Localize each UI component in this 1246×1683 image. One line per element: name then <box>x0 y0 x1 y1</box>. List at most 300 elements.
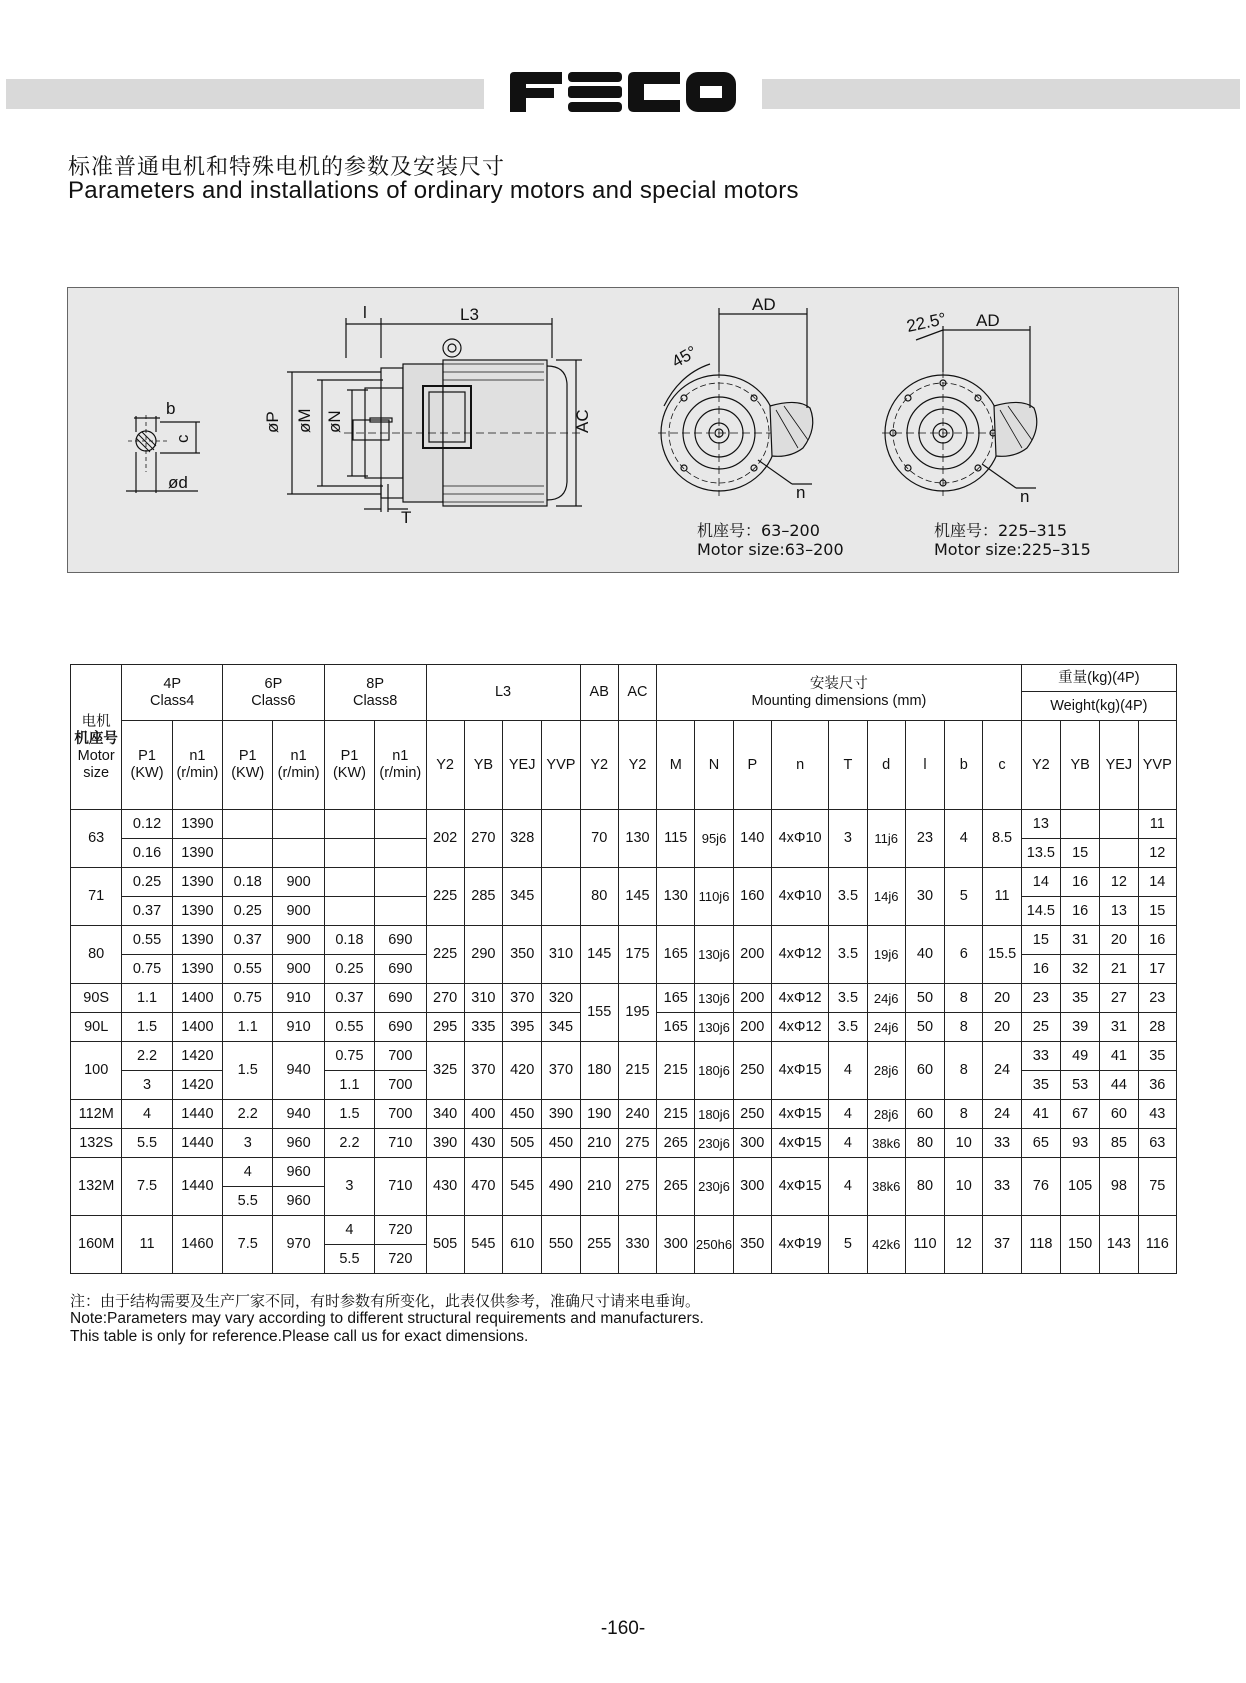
table-cell: 35 <box>1061 984 1100 1013</box>
table-cell: 295 <box>426 1013 464 1042</box>
header-ab: AB <box>580 665 618 721</box>
table-cell: 24j6 <box>867 984 905 1013</box>
table-cell: 1440 <box>172 1100 222 1129</box>
table-cell: 285 <box>464 868 502 926</box>
table-cell: 250 <box>733 1100 771 1129</box>
table-cell <box>273 810 324 839</box>
table-cell: 60 <box>1100 1100 1138 1129</box>
table-cell: 1400 <box>172 984 222 1013</box>
table-cell: 3.5 <box>829 984 867 1013</box>
table-cell: 940 <box>273 1100 324 1129</box>
table-cell: 16 <box>1021 955 1060 984</box>
table-cell: 3.5 <box>829 1013 867 1042</box>
table-cell: 345 <box>503 868 542 926</box>
caption-2-en: Motor size:225–315 <box>934 540 1091 559</box>
table-cell: 5.5 <box>223 1187 273 1216</box>
table-cell: 12 <box>945 1216 983 1274</box>
table-cell: 12 <box>1100 868 1138 897</box>
table-cell: 63 <box>1138 1129 1176 1158</box>
table-cell: 0.25 <box>223 897 273 926</box>
table-cell: 49 <box>1061 1042 1100 1071</box>
table-row-132s <box>71 1129 1177 1158</box>
t: (r/min) <box>277 765 320 781</box>
header-6p <box>223 665 325 721</box>
table-cell: 23 <box>1138 984 1176 1013</box>
table-cell: 28 <box>1138 1013 1176 1042</box>
table-cell: 3 <box>829 810 867 868</box>
table-cell: 2.2 <box>324 1129 374 1158</box>
table-cell: 0.55 <box>122 926 172 955</box>
table-cell: 63 <box>71 810 122 868</box>
table-cell: 1.5 <box>324 1100 374 1129</box>
table-cell: 50 <box>905 1013 944 1042</box>
page-number: -160- <box>600 1618 646 1639</box>
table-cell: 32 <box>1061 955 1100 984</box>
header-mounting <box>657 665 1022 721</box>
table-cell: 10 <box>945 1158 983 1216</box>
table-cell: 0.37 <box>324 984 374 1013</box>
table-row-100a <box>71 1042 1177 1071</box>
table-cell: 210 <box>580 1158 618 1216</box>
table-cell: 165 <box>657 1013 695 1042</box>
table-cell: 110j6 <box>695 868 733 926</box>
table-cell: 4 <box>945 810 983 868</box>
table-cell: 24 <box>983 1100 1021 1129</box>
table-cell: 390 <box>542 1100 580 1129</box>
sub-d: d <box>867 721 905 810</box>
table-cell: 39 <box>1061 1013 1100 1042</box>
table-cell: 0.37 <box>223 926 273 955</box>
table-cell: 30 <box>905 868 944 926</box>
table-cell: 21 <box>1100 955 1138 984</box>
table-cell: 4xΦ15 <box>771 1100 828 1129</box>
table-cell: 67 <box>1061 1100 1100 1129</box>
sub-8p-p1 <box>324 721 374 810</box>
table-cell: 27 <box>1100 984 1138 1013</box>
table-cell: 310 <box>464 984 502 1013</box>
table-cell: 6 <box>945 926 983 984</box>
table-cell: 40 <box>905 926 944 984</box>
table-cell: 180j6 <box>695 1042 733 1100</box>
table-cell <box>1100 839 1138 868</box>
table-cell: 8 <box>945 984 983 1013</box>
footnote <box>70 1292 704 1346</box>
table-cell <box>375 868 426 897</box>
label-p: øP <box>263 411 282 433</box>
motor-spec-table <box>70 664 1177 1274</box>
table-cell: 95j6 <box>695 810 733 868</box>
header-bar-right <box>762 79 1240 109</box>
table-cell: 31 <box>1061 926 1100 955</box>
caption-motor-size-225-315 <box>934 521 1091 559</box>
table-cell: 11 <box>122 1216 172 1274</box>
sub-p: P <box>733 721 771 810</box>
label-angle-45: 45° <box>668 342 701 372</box>
sub-6p-p1 <box>223 721 273 810</box>
table-cell <box>324 810 374 839</box>
table-cell: 38k6 <box>867 1129 905 1158</box>
caption-1-cn: 机座号：63–200 <box>697 521 820 540</box>
table-cell: 960 <box>273 1158 324 1187</box>
sub-w-yb: YB <box>1061 721 1100 810</box>
table-cell: 420 <box>503 1042 542 1100</box>
table-cell: 98 <box>1100 1158 1138 1216</box>
table-cell: 7.5 <box>223 1216 273 1274</box>
table-cell: 36 <box>1138 1071 1176 1100</box>
table-cell: 143 <box>1100 1216 1138 1274</box>
table-cell: 290 <box>464 926 502 984</box>
table-cell: 202 <box>426 810 464 868</box>
table-cell: 340 <box>426 1100 464 1129</box>
table-cell: 4xΦ15 <box>771 1042 828 1100</box>
table-cell: 4xΦ10 <box>771 868 828 926</box>
table-cell: 545 <box>503 1158 542 1216</box>
table-cell-empty <box>324 839 374 868</box>
label-ac: AC <box>573 409 592 433</box>
table-cell: 230j6 <box>695 1158 733 1216</box>
label-b: b <box>166 399 176 418</box>
table-cell: 910 <box>273 984 324 1013</box>
table-cell: 180 <box>580 1042 618 1100</box>
table-cell: 0.16 <box>122 839 172 868</box>
table-cell: 240 <box>618 1100 656 1129</box>
h-8p-a: 8P <box>366 675 385 692</box>
table-cell: 15 <box>1061 839 1100 868</box>
table-cell: 43 <box>1138 1100 1176 1129</box>
table-cell: 71 <box>71 868 122 926</box>
table-cell: 17 <box>1138 955 1176 984</box>
sub-c: c <box>983 721 1021 810</box>
table-cell: 76 <box>1021 1158 1060 1216</box>
table-cell: 42k6 <box>867 1216 905 1274</box>
table-cell: 330 <box>618 1216 656 1274</box>
table-cell: 11 <box>1138 810 1176 839</box>
label-l3: L3 <box>460 305 479 324</box>
sub-l3-yvp: YVP <box>542 721 580 810</box>
table-cell: 1390 <box>172 868 222 897</box>
table-cell: 335 <box>464 1013 502 1042</box>
h-4p-b: Class4 <box>150 692 195 709</box>
h-motor-en1: Motor <box>77 748 115 764</box>
table-cell: 265 <box>657 1129 695 1158</box>
label-angle-225: 22.5° <box>904 309 948 336</box>
table-cell: 275 <box>618 1158 656 1216</box>
header-8p <box>324 665 426 721</box>
front-view-225-315 <box>882 326 1037 496</box>
header-l3: L3 <box>426 665 580 721</box>
table-cell-empty <box>273 839 324 868</box>
table-cell: 8 <box>945 1013 983 1042</box>
table-cell: 140 <box>733 810 771 868</box>
feco-logo <box>510 72 736 112</box>
table-cell: 960 <box>273 1187 324 1216</box>
table-cell <box>542 868 580 926</box>
table-cell: 390 <box>426 1129 464 1158</box>
table-cell: 215 <box>657 1100 695 1129</box>
table-cell: 33 <box>1021 1042 1060 1071</box>
table-cell: 38k6 <box>867 1158 905 1216</box>
footnote-cn: 注：由于结构需要及生产厂家不同，有时参数有所变化，此表仅供参考，准确尺寸请来电垂询。 <box>70 1292 701 1310</box>
table-cell-empty <box>375 839 426 868</box>
table-cell: 900 <box>273 868 324 897</box>
table-cell: 3 <box>324 1158 374 1216</box>
table-cell: 8 <box>945 1042 983 1100</box>
table-cell: 1.1 <box>324 1071 374 1100</box>
t: (KW) <box>130 765 164 781</box>
table-cell: 44 <box>1100 1071 1138 1100</box>
header-4p <box>122 665 223 721</box>
table-cell: 3 <box>223 1129 273 1158</box>
table-cell: 4xΦ15 <box>771 1158 828 1216</box>
table-cell: 505 <box>503 1129 542 1158</box>
label-t: T <box>401 508 412 527</box>
sub-ab-y2: Y2 <box>580 721 618 810</box>
t: (KW) <box>231 765 265 781</box>
table-cell: 1.1 <box>223 1013 273 1042</box>
table-cell: 110 <box>905 1216 944 1274</box>
table-cell: 80 <box>905 1129 944 1158</box>
table-cell: 33 <box>983 1158 1021 1216</box>
table-cell <box>375 810 426 839</box>
label-n: øN <box>325 410 344 433</box>
sub-8p-n1 <box>375 721 426 810</box>
table-cell: 130j6 <box>695 926 733 984</box>
table-cell: 1.1 <box>122 984 172 1013</box>
table-cell-empty <box>375 897 426 926</box>
table-cell: 80 <box>71 926 122 984</box>
table-cell: 11 <box>983 868 1021 926</box>
table-row-132ma <box>71 1158 1177 1187</box>
table-cell: 145 <box>618 868 656 926</box>
sub-b: b <box>945 721 983 810</box>
table-cell: 4 <box>324 1216 374 1245</box>
t: n1 <box>189 748 206 764</box>
footnote-en-1: Note:Parameters may vary according to different structural requirements and manufacturers. <box>70 1310 704 1327</box>
label-m: øM <box>295 408 314 433</box>
table-cell: 150 <box>1061 1216 1100 1274</box>
table-cell: 65 <box>1021 1129 1060 1158</box>
table-cell: 28j6 <box>867 1100 905 1129</box>
table-cell: 610 <box>503 1216 542 1274</box>
h-6p-a: 6P <box>264 675 283 692</box>
label-c: c <box>173 434 192 443</box>
table-cell: 470 <box>464 1158 502 1216</box>
table-cell: 690 <box>375 984 426 1013</box>
header-motor-size <box>71 665 122 810</box>
table-row-160ma <box>71 1216 1177 1245</box>
table-cell: 300 <box>733 1158 771 1216</box>
table-cell: 35 <box>1021 1071 1060 1100</box>
t: P1 <box>238 748 257 764</box>
table-cell: 370 <box>464 1042 502 1100</box>
table-cell: 20 <box>1100 926 1138 955</box>
table-cell: 960 <box>273 1129 324 1158</box>
table-cell: 1390 <box>172 810 222 839</box>
table-cell: 265 <box>657 1158 695 1216</box>
table-row-112m <box>71 1100 1177 1129</box>
table-cell: 10 <box>945 1129 983 1158</box>
table-cell: 175 <box>618 926 656 984</box>
sub-t: T <box>829 721 867 810</box>
table-cell: 400 <box>464 1100 502 1129</box>
table-cell: 275 <box>618 1129 656 1158</box>
h-6p-b: Class6 <box>251 692 296 709</box>
table-cell: 900 <box>273 926 324 955</box>
table-cell <box>223 810 273 839</box>
table-cell: 90S <box>71 984 122 1013</box>
table-cell: 900 <box>273 955 324 984</box>
table-cell: 0.12 <box>122 810 172 839</box>
table-cell: 25 <box>1021 1013 1060 1042</box>
table-cell: 230j6 <box>695 1129 733 1158</box>
table-cell: 85 <box>1100 1129 1138 1158</box>
table-cell: 250 <box>733 1042 771 1100</box>
table-cell: 690 <box>375 926 426 955</box>
footnote-en-2: This table is only for reference.Please call us for exact dimensions. <box>70 1328 529 1345</box>
table-cell: 70 <box>580 810 618 868</box>
table-cell-empty <box>223 839 273 868</box>
table-cell: 100 <box>71 1042 122 1100</box>
shaft-section-view <box>126 415 200 493</box>
table-cell: 4 <box>829 1158 867 1216</box>
table-cell: 1390 <box>172 926 222 955</box>
motor-diagram-panel <box>67 287 1179 573</box>
table-cell: 1420 <box>172 1071 222 1100</box>
table-cell: 12 <box>1138 839 1176 868</box>
table-cell: 13.5 <box>1021 839 1060 868</box>
table-cell: 4xΦ12 <box>771 926 828 984</box>
table-cell: 4 <box>829 1129 867 1158</box>
table-cell: 19j6 <box>867 926 905 984</box>
sub-l: l <box>905 721 944 810</box>
sub-m: M <box>657 721 695 810</box>
table-cell: 145 <box>580 926 618 984</box>
table-cell: 37 <box>983 1216 1021 1274</box>
table-cell: 350 <box>733 1216 771 1274</box>
table-cell: 160 <box>733 868 771 926</box>
table-cell: 270 <box>426 984 464 1013</box>
table-cell: 4xΦ15 <box>771 1129 828 1158</box>
table-cell: 300 <box>657 1216 695 1274</box>
front-view-63-200 <box>658 308 813 496</box>
table-cell: 118 <box>1021 1216 1060 1274</box>
table-cell: 328 <box>503 810 542 868</box>
h-8p-b: Class8 <box>352 692 398 709</box>
table-cell: 15 <box>1138 897 1176 926</box>
table-cell: 690 <box>375 955 426 984</box>
table-cell: 0.37 <box>122 897 172 926</box>
table-cell: 300 <box>733 1129 771 1158</box>
table-cell: 0.55 <box>223 955 273 984</box>
table-cell: 710 <box>375 1129 426 1158</box>
table-cell: 23 <box>1021 984 1060 1013</box>
table-cell: 1440 <box>172 1129 222 1158</box>
table-cell: 0.75 <box>223 984 273 1013</box>
table-cell: 1420 <box>172 1042 222 1071</box>
table-cell: 14 <box>1138 868 1176 897</box>
table-cell: 16 <box>1061 897 1100 926</box>
table-cell: 1390 <box>172 897 222 926</box>
header-ac: AC <box>618 665 656 721</box>
table-cell: 370 <box>542 1042 580 1100</box>
sub-l3-yej: YEJ <box>503 721 542 810</box>
table-cell: 5.5 <box>324 1245 374 1274</box>
table-cell: 130 <box>618 810 656 868</box>
table-cell: 132M <box>71 1158 122 1216</box>
table-cell: 700 <box>375 1071 426 1100</box>
table-cell: 3.5 <box>829 926 867 984</box>
sub-w-y2: Y2 <box>1021 721 1060 810</box>
h-mount-en: Mounting dimensions (mm) <box>751 692 927 709</box>
table-cell: 450 <box>542 1129 580 1158</box>
table-cell: 970 <box>273 1216 324 1274</box>
table-cell: 200 <box>733 1013 771 1042</box>
table-cell: 7.5 <box>122 1158 172 1216</box>
table-cell: 155 <box>580 984 618 1042</box>
sub-n: N <box>695 721 733 810</box>
table-cell: 165 <box>657 926 695 984</box>
table-cell: 910 <box>273 1013 324 1042</box>
table-cell: 14 <box>1021 868 1060 897</box>
table-cell: 93 <box>1061 1129 1100 1158</box>
table-cell: 710 <box>375 1158 426 1216</box>
table-cell: 270 <box>464 810 502 868</box>
label-l: l <box>363 303 367 322</box>
table-cell: 5 <box>945 868 983 926</box>
table-cell: 0.25 <box>122 868 172 897</box>
t: (KW) <box>332 765 366 781</box>
table-cell: 690 <box>375 1013 426 1042</box>
table-cell: 900 <box>273 897 324 926</box>
table-cell: 16 <box>1061 868 1100 897</box>
table-cell: 350 <box>503 926 542 984</box>
table-cell <box>542 810 580 868</box>
sub-4p-n1 <box>172 721 222 810</box>
table-cell: 1440 <box>172 1158 222 1216</box>
table-cell: 14j6 <box>867 868 905 926</box>
table-cell: 75 <box>1138 1158 1176 1216</box>
table-cell: 14.5 <box>1021 897 1060 926</box>
sub-6p-n1 <box>273 721 324 810</box>
table-cell: 700 <box>375 1100 426 1129</box>
table-cell: 8.5 <box>983 810 1021 868</box>
table-cell <box>324 868 374 897</box>
table-cell: 370 <box>503 984 542 1013</box>
table-cell: 60 <box>905 1100 944 1129</box>
h-motor-en2: size <box>83 765 110 781</box>
table-cell: 190 <box>580 1100 618 1129</box>
table-row-71a <box>71 868 1177 897</box>
label-n-2: n <box>1020 487 1030 506</box>
table-cell: 320 <box>542 984 580 1013</box>
table-cell: 115 <box>657 810 695 868</box>
caption-2-cn: 机座号：225–315 <box>934 521 1068 540</box>
table-cell: 4 <box>829 1100 867 1129</box>
table-cell: 250h6 <box>695 1216 733 1274</box>
label-d: ød <box>168 473 188 492</box>
header-bar-left <box>6 79 484 109</box>
table-cell: 116 <box>1138 1216 1176 1274</box>
table-row-80a <box>71 926 1177 955</box>
table-cell: 53 <box>1061 1071 1100 1100</box>
header-weight-en: Weight(kg)(4P) <box>1021 692 1176 721</box>
table-cell: 112M <box>71 1100 122 1129</box>
table-cell: 310 <box>542 926 580 984</box>
table-cell: 13 <box>1021 810 1060 839</box>
table-cell: 940 <box>273 1042 324 1100</box>
table-header-row-3 <box>71 721 1177 810</box>
table-cell: 105 <box>1061 1158 1100 1216</box>
